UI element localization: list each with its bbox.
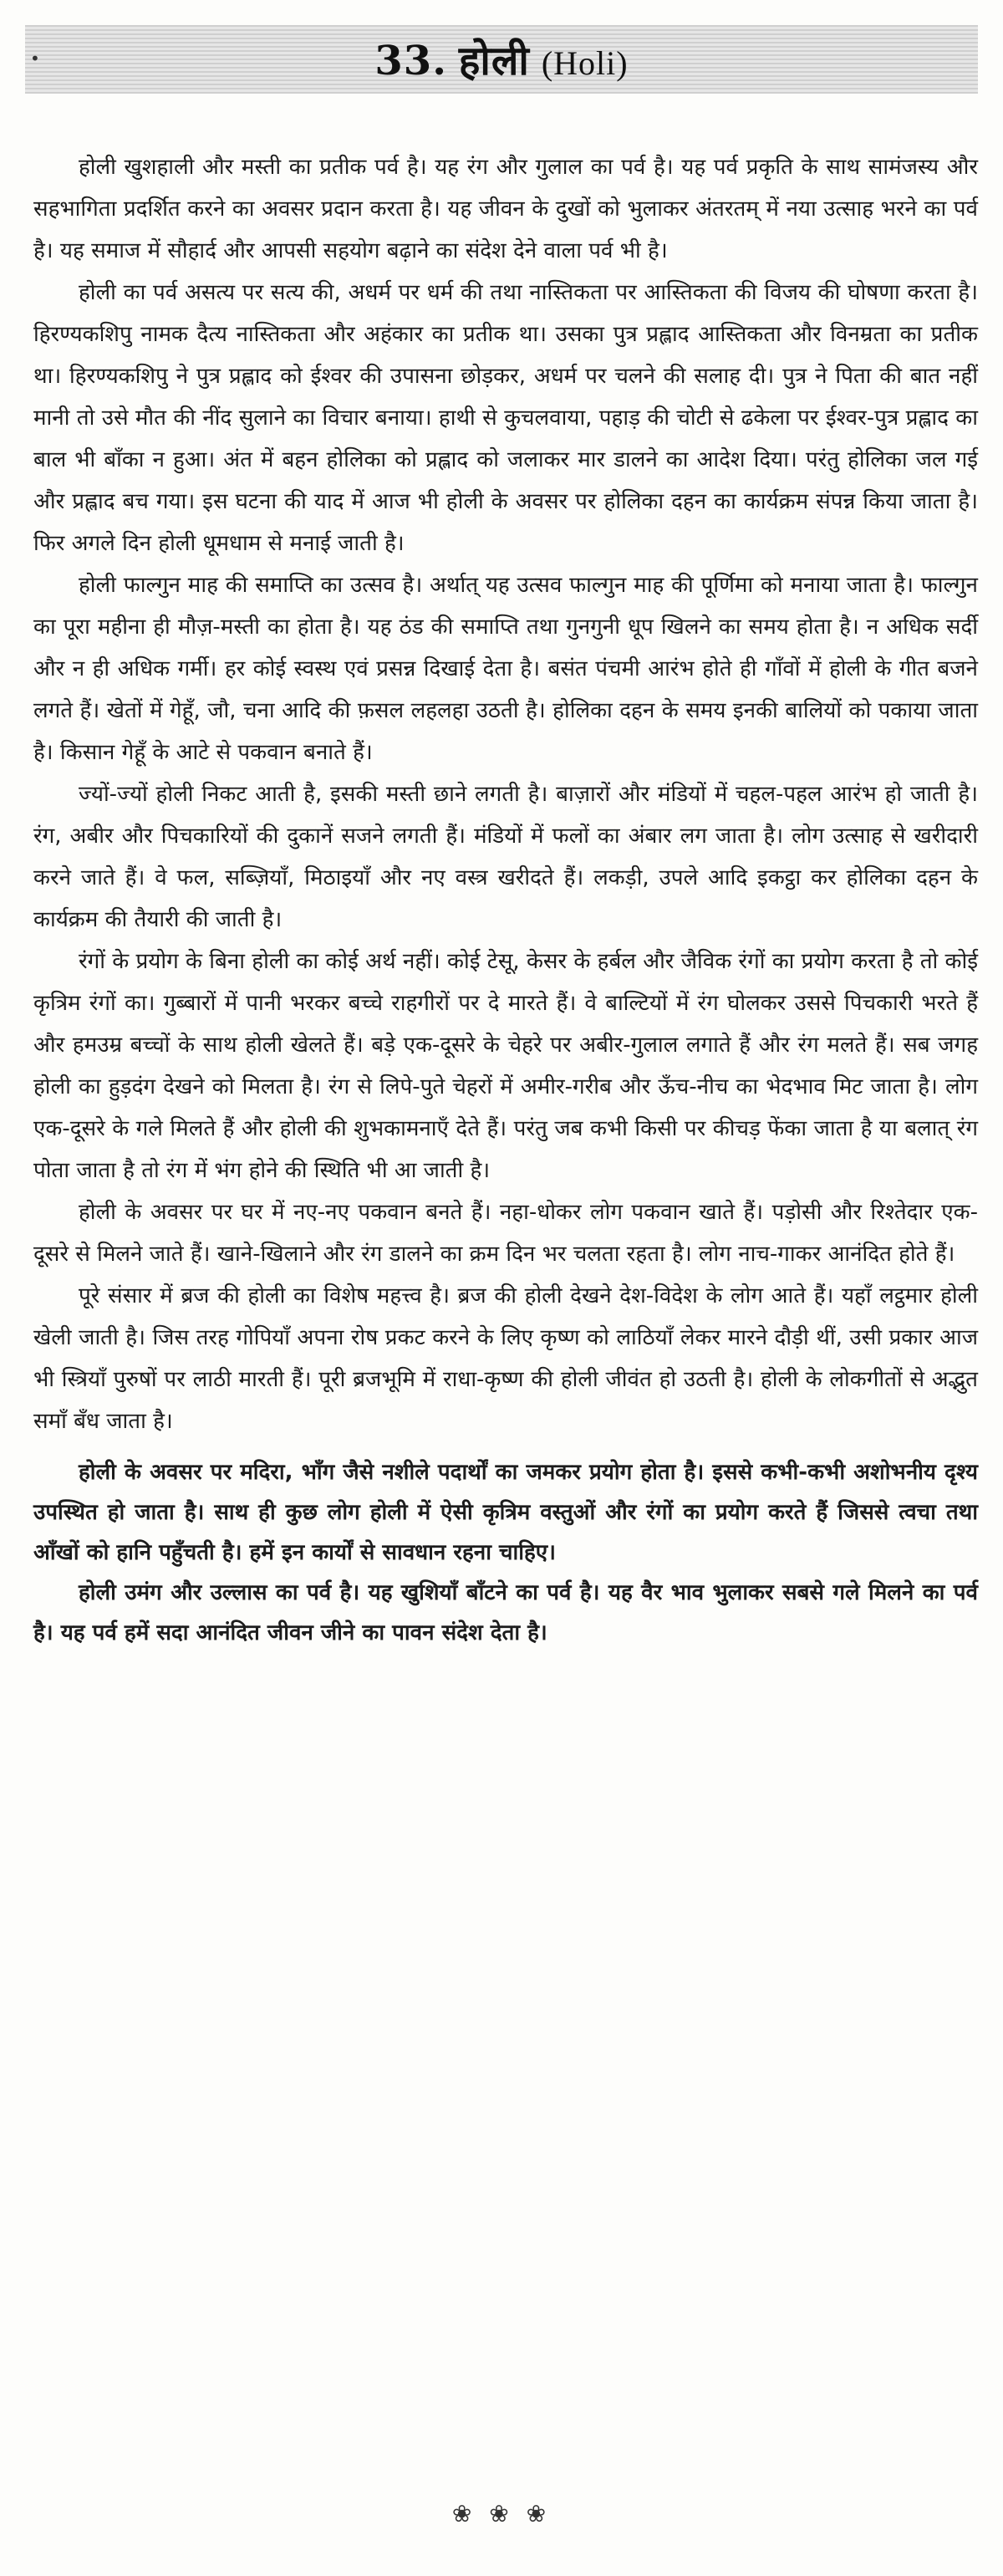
- title-banner: [25, 25, 978, 94]
- paragraph: रंगों के प्रयोग के बिना होली का कोई अर्थ नहीं। कोई टेसू, केसर के हर्बल और जैविक रंगों का प्रयोग करता है तो कोई कृत्रिम रंगों का। गुब्बारों में पानी भरकर बच्चे राहगीरों पर दे मारते हैं। वे बाल्टियों में रंग घोलकर उससे पिचकारी भरते हैं और हमउम्र बच्चों के साथ होली खेलते हैं। बड़े एक-दूसरे के चेहरे पर अबीर-गुलाल लगाते हैं और रंग मलते हैं। सब जगह होली का हुड़दंग देखने को मिलता है। रंग से लिपे-पुते चेहरों में अमीर-गरीब और ऊँच-नीच का भेदभाव मिट जाता है। लोग एक-दूसरे के गले मिलते हैं और होली की शुभकामनाएँ देते हैं। परंतु जब कभी किसी पर कीचड़ फेंका जाता है या बलात् रंग पोता जाता है तो रंग में भंग होने की स्थिति भी आ जाती है।: [33, 949, 978, 1183]
- paragraph: होली फाल्गुन माह की समाप्ति का उत्सव है। अर्थात् यह उत्सव फाल्गुन माह की पूर्णिमा को मनाया जाता है। फाल्गुन का पूरा महीना ही मौज़-मस्ती का होता है। यह ठंड की समाप्ति तथा गुनगुनी धूप खिलने का समय होता है। न अधिक सर्दी और न ही अधिक गर्मी। हर कोई स्वस्थ एवं प्रसन्न दिखाई देता है। बसंत पंचमी आरंभ होते ही गाँवों में होली के गीत बजने लगते हैं। खेतों में गेहूँ, जौ, चना आदि की फ़सल लहलहा उठती है। होलिका दहन के समय इनकी बालियों को पकाया जाता है। किसान गेहूँ के आटे से पकवान बनाते हैं।: [33, 573, 978, 765]
- bold-paragraph: होली उमंग और उल्लास का पर्व है। यह खुशियाँ बाँटने का पर्व है। यह वैर भाव भुलाकर सबसे गले मिलने का पर्व है। यह पर्व हमें सदा आनंदित जीवन जीने का पावन संदेश देता है।: [33, 1580, 978, 1645]
- bold-paragraph: होली के अवसर पर मदिरा, भाँग जैसे नशीले पदार्थों का जमकर प्रयोग होता है। इससे कभी-कभी अशोभनीय दृश्य उपस्थित हो जाता है। साथ ही कुछ लोग होली में ऐसी कृत्रिम वस्तुओं और रंगों का प्रयोग करते हैं जिससे त्वचा तथा आँखों को हानि पहुँचती है। हमें इन कार्यों से सावधान रहना चाहिए।: [33, 1460, 978, 1565]
- paragraph: पूरे संसार में ब्रज की होली का विशेष महत्त्व है। ब्रज की होली देखने देश-विदेश के लोग आते हैं। यहाँ लट्ठमार होली खेली जाती है। जिस तरह गोपियाँ अपना रोष प्रकट करने के लिए कृष्ण को लाठियाँ लेकर मारने दौड़ी थीं, उसी प्रकार आज भी स्त्रियाँ पुरुषों पर लाठी मारती हैं। पूरी ब्रजभूमि में राधा-कृष्ण की होली जीवंत हो उठती है। होली के लोकगीतों से अद्भुत समाँ बँध जाता है।: [33, 1283, 978, 1434]
- title-hindi: होली: [458, 37, 530, 84]
- essay-body: [33, 146, 978, 1653]
- spacer: [33, 1442, 978, 1452]
- flower-ornament-icon: ❀ ❀ ❀: [451, 2500, 552, 2528]
- paragraph: होली के अवसर पर घर में नए-नए पकवान बनते हैं। नहा-धोकर लोग पकवान खाते हैं। पड़ोसी और रिश्तेदार एक-दूसरे से मिलने जाते हैं। खाने-खिलाने और रंग डालने का क्रम दिन भर चलता रहता है। लोग नाच-गाकर आनंदित होते हैं।: [33, 1200, 978, 1267]
- paragraph: होली का पर्व असत्य पर सत्य की, अधर्म पर धर्म की तथा नास्तिकता पर आस्तिकता की विजय की घोषणा करता है। हिरण्यकशिपु नामक दैत्य नास्तिकता और अहंकार का प्रतीक था। उसका पुत्र प्रह्लाद आस्तिकता और विनम्रता का प्रतीक था। हिरण्यकशिपु ने पुत्र प्रह्लाद को ईश्वर की उपासना छोड़कर, अधर्म पर चलने की सलाह दी। पुत्र ने पिता की बात नहीं मानी तो उसे मौत की नींद सुलाने का विचार बनाया। हाथी से कुचलवाया, पहाड़ की चोटी से ढकेला पर ईश्वर-पुत्र प्रह्लाद का बाल भी बाँका न हुआ। अंत में बहन होलिका को प्रह्लाद को जलाकर मार डालने का आदेश दिया। परंतु होलिका जल गई और प्रह्लाद बच गया। इस घटना की याद में आज भी होली के अवसर पर होलिका दहन का कार्यक्रम संपन्न किया जाता है। फिर अगले दिन होली धूमधाम से मनाई जाती है।: [33, 280, 978, 556]
- bullet-mark: •: [30, 48, 40, 69]
- paragraph: होली खुशहाली और मस्ती का प्रतीक पर्व है। यह रंग और गुलाल का पर्व है। यह पर्व प्रकृति के साथ सामंजस्य और सहभागिता प्रदर्शित करने का अवसर प्रदान करता है। यह जीवन के दुखों को भुलाकर अंतरतम् में नया उत्साह भरने का पर्व है। यह समाज में सौहार्द और आपसी सहयोग बढ़ाने का संदेश देने वाला पर्व भी है।: [33, 155, 978, 263]
- paragraph: ज्यों-ज्यों होली निकट आती है, इसकी मस्ती छाने लगती है। बाज़ारों और मंडियों में चहल-पहल आरंभ हो जाती है। रंग, अबीर और पिचकारियों की दुकानें सजने लगती हैं। मंडियों में फलों का अंबार लग जाता है। लोग उत्साह से खरीदारी करने जाते हैं। वे फल, सब्ज़ियाँ, मिठाइयाँ और नए वस्त्र खरीदते हैं। लकड़ी, उपले आदि इकट्ठा कर होलिका दहन के कार्यक्रम की तैयारी की जाती है।: [33, 782, 978, 932]
- title-english: (Holi): [541, 43, 629, 82]
- chapter-number: 33.: [374, 37, 447, 84]
- page-title: [374, 33, 628, 87]
